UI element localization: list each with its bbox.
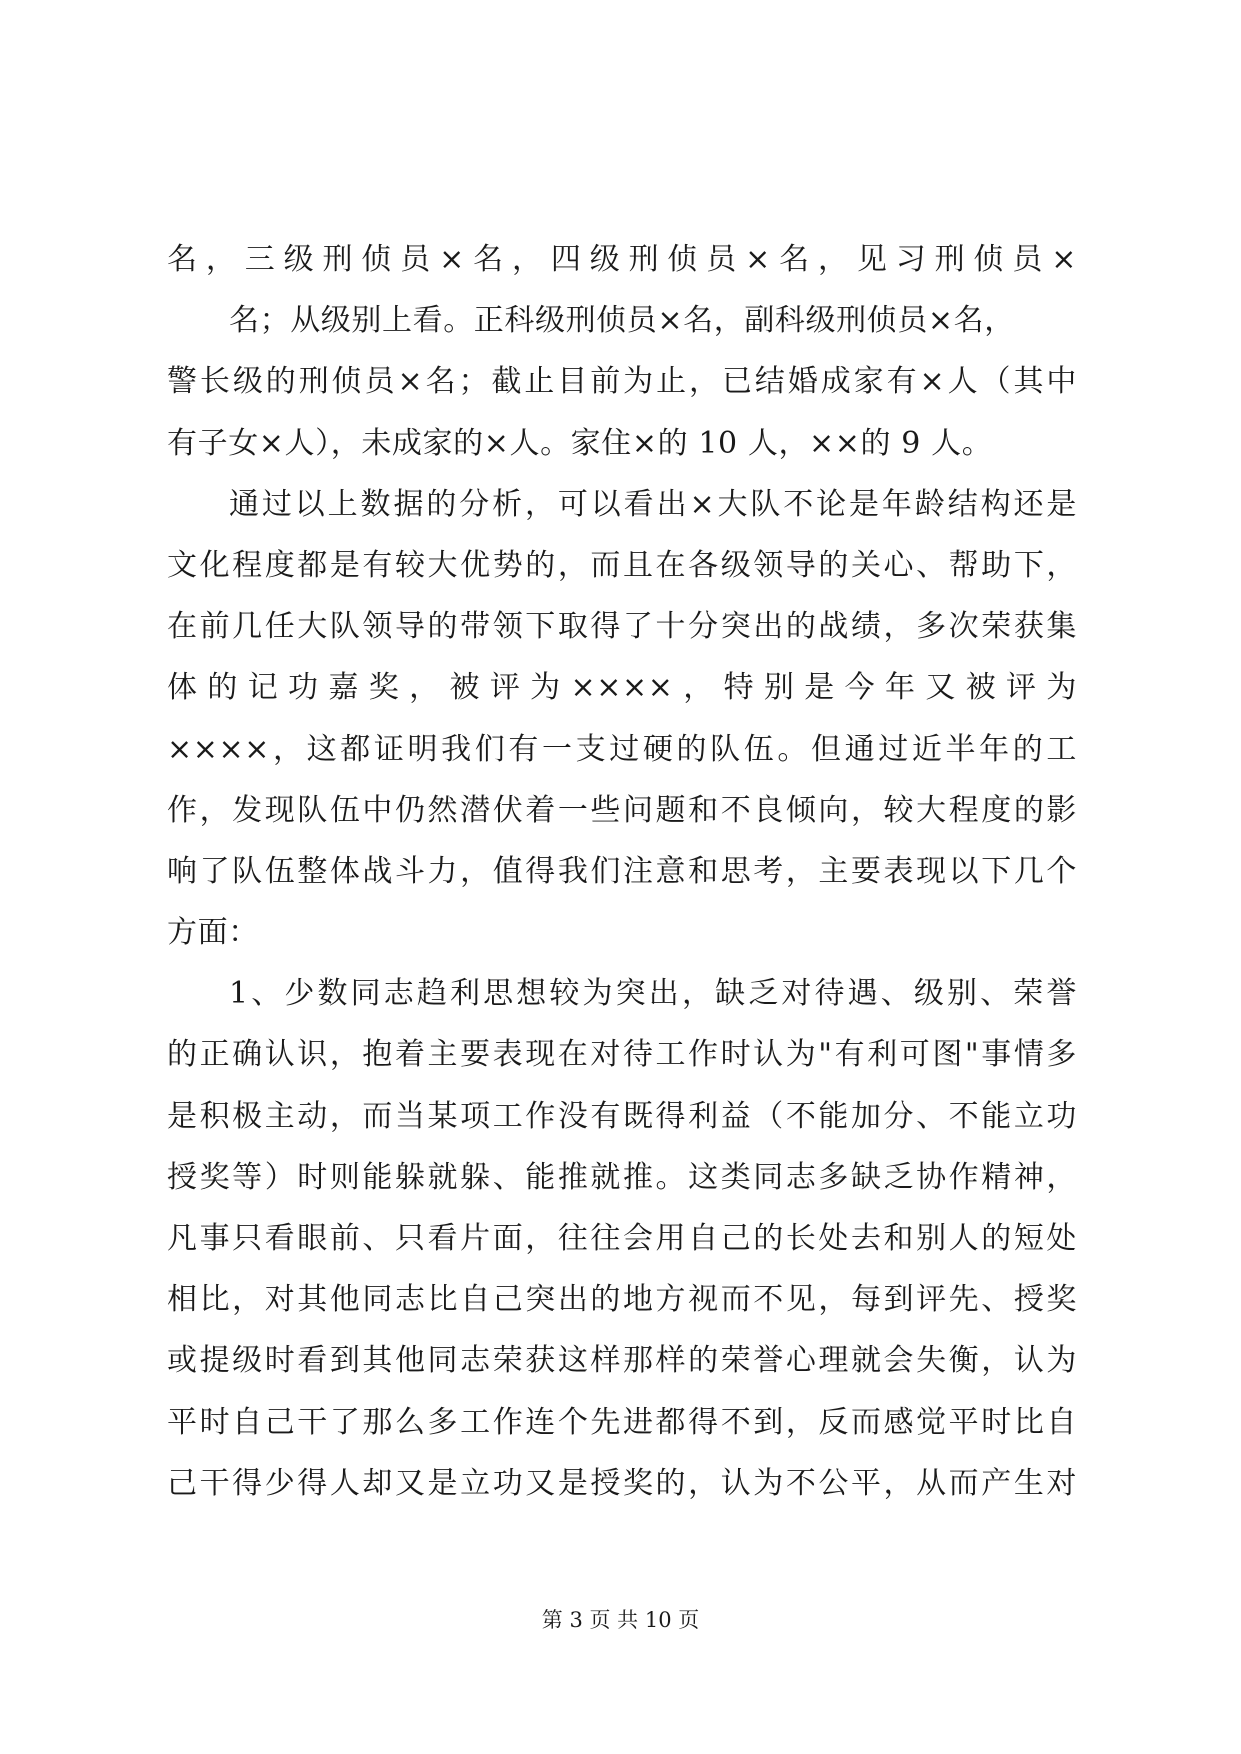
text-line: 己干得少得人却又是立功又是授奖的，认为不公平，从而产生对 <box>167 1465 1077 1501</box>
text-line: 相比，对其他同志比自己突出的地方视而不见，每到评先、授奖 <box>167 1282 1077 1318</box>
text-line: 警长级的刑侦员×名；截止目前为止，已结婚成家有×人（其中 <box>167 364 1077 400</box>
text-line: 的正确认识，抱着主要表现在对待工作时认为"有利可图"事情多 <box>167 1037 1077 1073</box>
text-line: 是积极主动，而当某项工作没有既得利益（不能加分、不能立功 <box>167 1098 1077 1134</box>
text-line: 通过以上数据的分析，可以看出×大队不论是年龄结构还是 <box>229 486 1077 522</box>
text-line: ××××，这都证明我们有一支过硬的队伍。但通过近半年的工 <box>167 731 1077 767</box>
text-line: 授奖等）时则能躲就躲、能推就推。这类同志多缺乏协作精神， <box>167 1159 1077 1195</box>
page-number: 第 3 页 共 10 页 <box>541 1608 700 1632</box>
text-line: 或提级时看到其他同志荣获这样那样的荣誉心理就会失衡，认为 <box>167 1343 1077 1379</box>
text-line: 平时自己干了那么多工作连个先进都得不到，反而感觉平时比自 <box>167 1404 1077 1440</box>
text-line: 在前几任大队领导的带领下取得了十分突出的战绩，多次荣获集 <box>167 609 1077 645</box>
text-line: 响了队伍整体战斗力，值得我们注意和思考，主要表现以下几个 <box>167 853 1077 889</box>
text-line: 名；从级别上看。正科级刑侦员×名，副科级刑侦员×名， <box>229 303 1015 339</box>
text-line: 名，三级刑侦员×名，四级刑侦员×名，见习刑侦员× <box>167 242 1077 277</box>
text-line: 方面： <box>167 915 259 951</box>
text-line: 1、少数同志趋利思想较为突出，缺乏对待遇、级别、荣誉 <box>229 976 1077 1012</box>
text-line: 作，发现队伍中仍然潜伏着一些问题和不良倾向，较大程度的影 <box>167 792 1077 828</box>
text-line: 文化程度都是有较大优势的，而且在各级领导的关心、帮助下， <box>167 547 1077 583</box>
text-line: 凡事只看眼前、只看片面，往往会用自己的长处去和别人的短处 <box>167 1221 1077 1256</box>
body-text <box>167 229 1077 1514</box>
text-line: 有子女×人），未成家的×人。家住×的 10 人，××的 9 人。 <box>167 425 993 461</box>
text-line: 体的记功嘉奖，被评为××××，特别是今年又被评为 <box>167 670 1077 706</box>
